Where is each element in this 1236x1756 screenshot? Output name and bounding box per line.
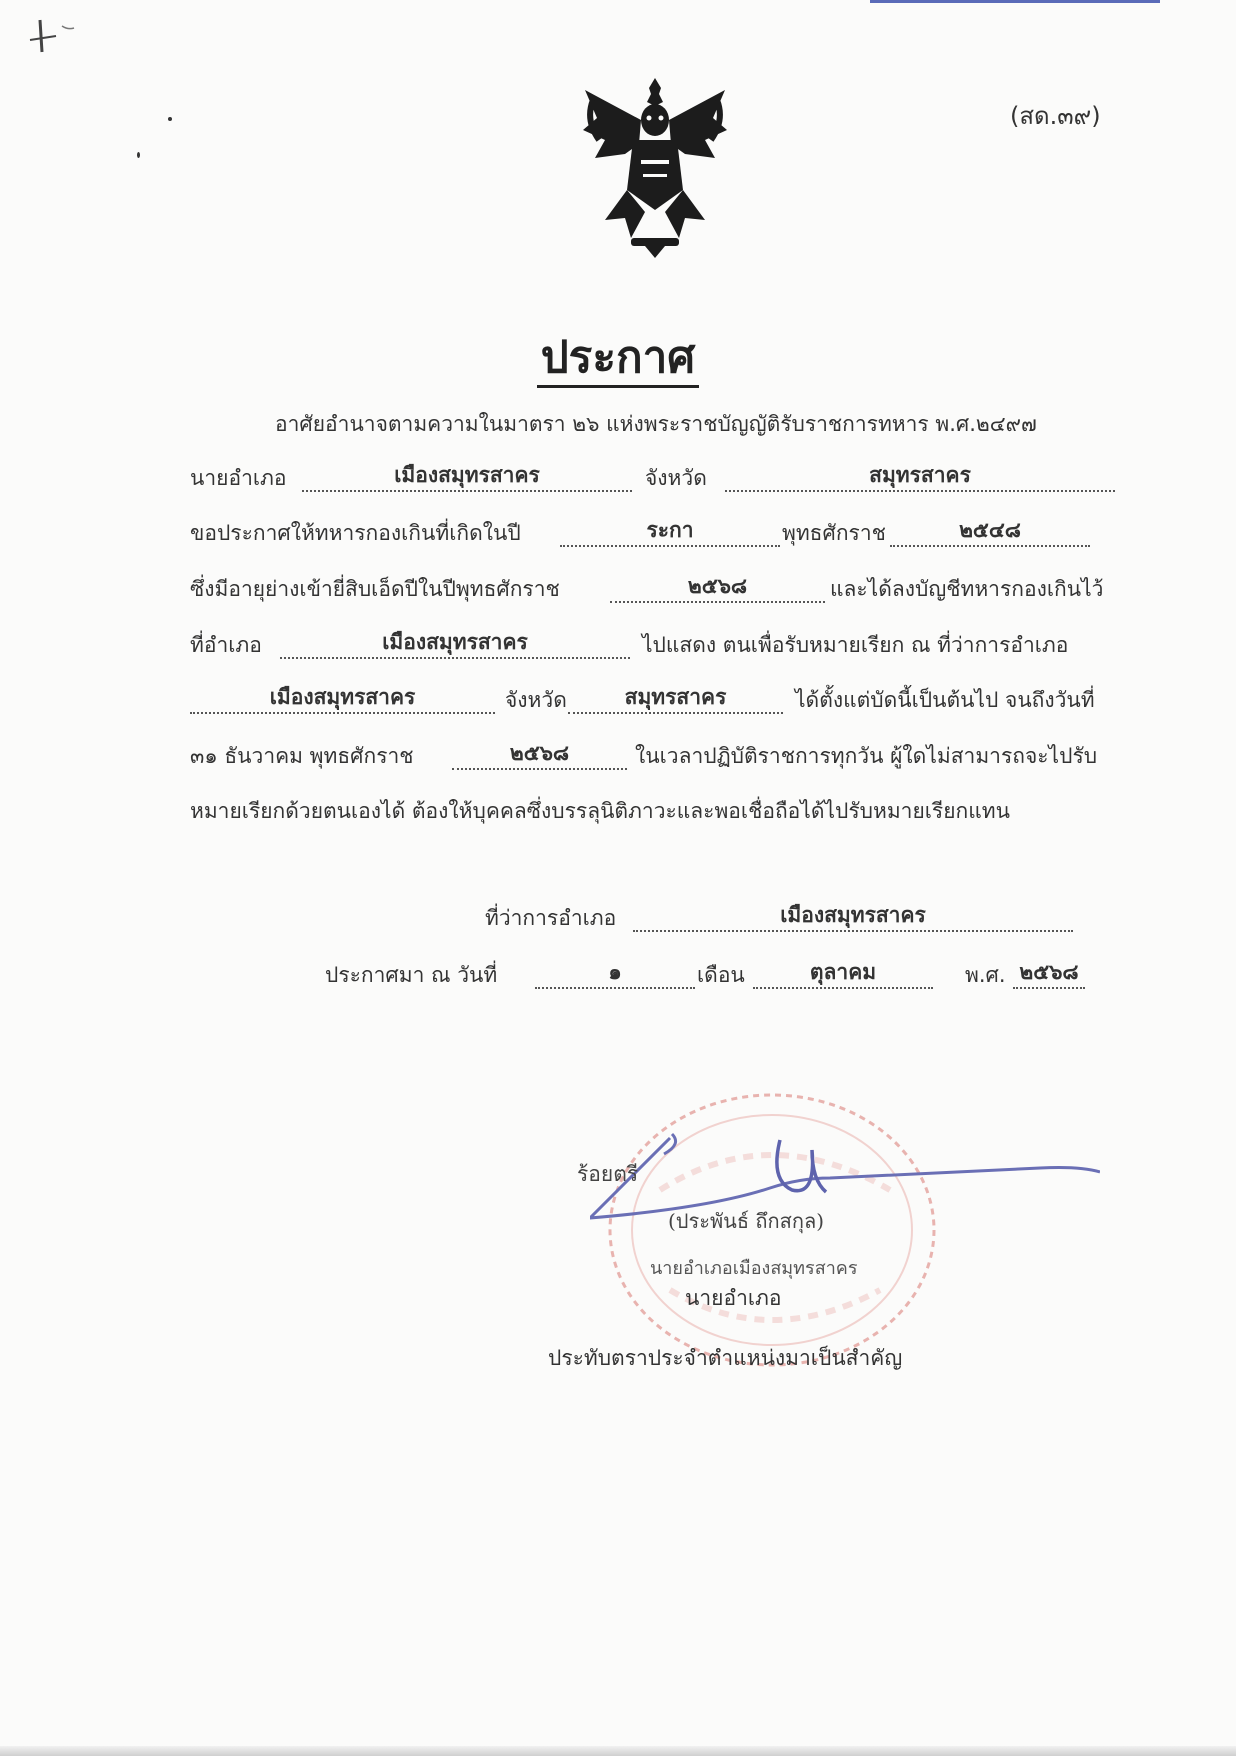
field-office-district: เมืองสมุทรสาคร <box>633 900 1073 932</box>
birth-year-line <box>190 515 1120 551</box>
report-place-line <box>190 682 1120 718</box>
label-until-date: ๓๑ ธันวาคม พุทธศักราช <box>190 744 414 768</box>
field-report-district: เมืองสมุทรสาคร <box>190 682 495 714</box>
document-title <box>0 322 1236 392</box>
field-announce-day: ๑ <box>535 957 695 989</box>
label-at-district: ที่อำเภอ <box>190 633 262 657</box>
field-age-year: ๒๕๖๘ <box>610 571 825 603</box>
seal-note: ประทับตราประจำตำแหน่งมาเป็นสำคัญ <box>548 1346 903 1370</box>
handwritten-signature <box>590 1120 1100 1230</box>
label-registered: และได้ลงบัญชีทหารกองเกินไว้ <box>830 577 1104 601</box>
scan-speck <box>168 117 172 121</box>
announce-date-line <box>325 957 1095 993</box>
field-birth-year: ๒๕๔๘ <box>890 515 1090 547</box>
label-proxy: หมายเรียกด้วยตนเองได้ ต้องให้บุคคลซึ่งบรรลุนิติภาวะและพอเชื่อถือได้ไปรับหมายเรียกแทน <box>190 799 1010 823</box>
age-year-line <box>190 571 1120 607</box>
field-birth-year-animal: ระกา <box>560 515 780 547</box>
scan-bottom-edge <box>0 1746 1236 1756</box>
signature-position: นายอำเภอ <box>685 1286 782 1310</box>
label-district-officer: นายอำเภอ <box>190 466 287 490</box>
field-register-district: เมืองสมุทรสาคร <box>280 627 630 659</box>
scan-speck <box>137 152 140 158</box>
field-announce-year: ๒๕๖๘ <box>1013 957 1085 989</box>
district-line <box>190 460 1120 496</box>
label-go-report: ไปแสดง ตนเพื่อรับหมายเรียก ณ ที่ว่าการอำเภอ <box>642 633 1069 657</box>
label-month: เดือน <box>697 963 745 987</box>
report-line <box>190 627 1120 663</box>
label-office-hours: ในเวลาปฏิบัติราชการทุกวัน ผู้ใดไม่สามารถจะไปรับ <box>635 744 1098 768</box>
proxy-line <box>190 793 1120 829</box>
preamble-line <box>275 406 1115 442</box>
garuda-emblem-icon <box>575 70 735 260</box>
scan-edge-line <box>870 0 1160 3</box>
field-announce-month: ตุลาคม <box>753 957 933 989</box>
label-province-2: จังหวัด <box>505 688 567 712</box>
office-line <box>485 900 1085 936</box>
signature-position-handwritten: นายอำเภอเมืองสมุทรสาคร <box>650 1258 858 1279</box>
scan-mark-icon <box>22 12 82 62</box>
label-age-21: ซึ่งมีอายุย่างเข้ายี่สิบเอ็ดปีในปีพุทธศักราช <box>190 577 560 601</box>
field-district: เมืองสมุทรสาคร <box>302 460 632 492</box>
label-announced-on: ประกาศมา ณ วันที่ <box>325 963 498 987</box>
position-line <box>685 1280 885 1316</box>
field-report-province: สมุทรสาคร <box>568 682 783 714</box>
signature-rank: ร้อยตรี <box>577 1162 639 1186</box>
signature-name: (ประพันธ์ ถึกสกุล) <box>668 1209 824 1233</box>
field-until-year: ๒๕๖๘ <box>452 738 627 770</box>
label-district-office: ที่ว่าการอำเภอ <box>485 906 617 930</box>
field-province: สมุทรสาคร <box>725 460 1115 492</box>
until-line <box>190 738 1120 774</box>
seal-note-line <box>548 1340 1068 1376</box>
label-province: จังหวัด <box>645 466 707 490</box>
label-from-now: ได้ตั้งแต่บัดนี้เป็นต้นไป จนถึงวันที่ <box>795 688 1095 712</box>
preamble-text: อาศัยอำนาจตามความในมาตรา ๒๖ แห่งพระราชบัญญัติรับราชการทหาร พ.ศ.๒๔๙๗ <box>275 412 1037 436</box>
label-be-short: พ.ศ. <box>965 963 1006 987</box>
title-text: ประกาศ <box>537 332 699 388</box>
label-announce-born-year: ขอประกาศให้ทหารกองเกินที่เกิดในปี <box>190 521 521 545</box>
label-buddhist-era: พุทธศักราช <box>782 521 886 545</box>
form-code: (สด.๓๙) <box>1010 102 1101 130</box>
